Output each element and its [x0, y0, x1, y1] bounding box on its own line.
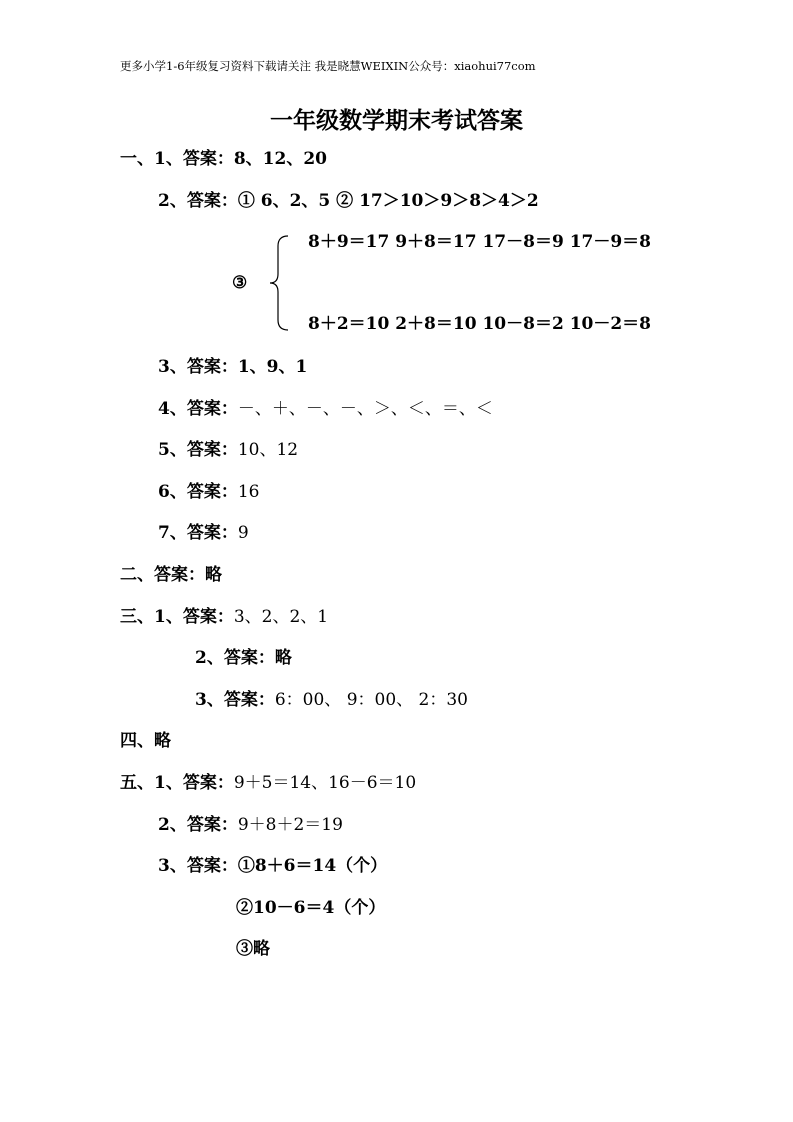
answer-label: 五、1、答案：: [120, 773, 234, 793]
answer-line-5-3: 3、答案：①8＋6＝14（个）: [158, 856, 388, 876]
answer-line-1-5: [158, 439, 298, 461]
header-note: 更多小学1-6年级复习资料下载请关注 我是晓慧WEIXIN公众号：xiaohui77com: [120, 59, 536, 73]
answer-line-5-1: [120, 772, 416, 794]
answer-value: 16: [237, 482, 260, 502]
equation-group-bottom: 8＋2＝10 2＋8＝10 10－8＝2 10－2＝8: [308, 314, 652, 334]
answer-line-5-3b: ②10－6＝4（个）: [236, 898, 386, 918]
answer-label: 三、1、答案：: [120, 607, 234, 627]
equation-group-top: 8＋9＝17 9＋8＝17 17－8＝9 17－9＝8: [308, 232, 652, 252]
answer-value: 3、2、2、1: [233, 607, 329, 627]
left-brace-icon: [268, 234, 290, 332]
page-title: 一年级数学期末考试答案: [270, 107, 523, 134]
answer-line-3-3: [195, 689, 468, 711]
answer-section-2: 二、答案：略: [120, 565, 222, 585]
answer-line-5-2: [158, 814, 343, 836]
answer-value: 9＋5＝14、16－6＝10: [233, 773, 417, 793]
answer-value: 6：00、 9：00、 2：30: [274, 690, 468, 710]
answer-label: 2、答案：: [158, 815, 238, 835]
answer-value: －、＋、－、－、＞、＜、＝、＜: [237, 399, 493, 419]
group-marker-3: ③: [232, 273, 248, 293]
answer-label: 6、答案：: [158, 482, 238, 502]
answer-line-3-1: [120, 606, 328, 628]
answer-label: 5、答案：: [158, 440, 238, 460]
answer-label: 3、答案：: [158, 357, 238, 377]
answer-value: 9: [237, 523, 249, 543]
answer-value: 10、12: [237, 440, 299, 460]
answer-section-4: 四、略: [120, 731, 171, 751]
answer-line-1-7: [158, 522, 249, 544]
answer-line-1-4: [158, 398, 493, 420]
answer-line-1-1: 一、1、答案：8、12、20: [120, 149, 327, 169]
answer-label: 3、答案：: [195, 690, 275, 710]
answer-label: 7、答案：: [158, 523, 238, 543]
answer-line-5-3c: ③略: [236, 939, 270, 959]
answer-value: 1、9、1: [237, 357, 308, 377]
answer-label: 4、答案：: [158, 399, 238, 419]
answer-line-1-6: [158, 481, 259, 503]
answer-line-1-3: [158, 356, 307, 378]
answer-value: 9＋8＋2＝19: [237, 815, 343, 835]
answer-line-1-2: 2、答案：① 6、2、5 ② 17＞10＞9＞8＞4＞2: [158, 191, 539, 211]
answer-line-3-2: 2、答案：略: [195, 648, 292, 668]
